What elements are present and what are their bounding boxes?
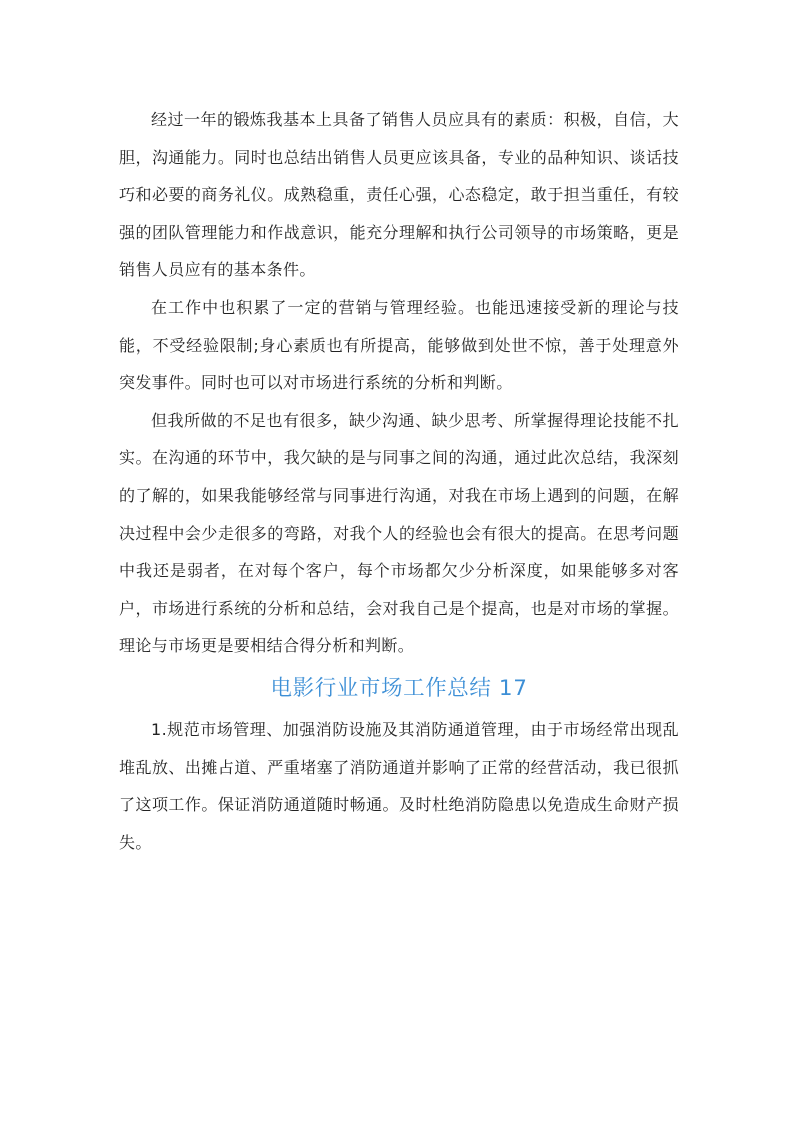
document-page: [119, 101, 679, 861]
section-heading: 电影行业市场工作总结 17: [270, 675, 528, 701]
paragraph-qualities: 经过一年的锻炼我基本上具备了销售人员应具有的素质：积极，自信，大胆，沟通能力。同时也总结出销售人员更应该具备，专业的品种知识、谈话技巧和必要的商务礼仪。成熟稳重，责任心强，心态稳定，敢于担当重任，有较强的团队管理能力和作战意识，能充分理解和执行公司领导的市场策略，更是销售人员应有的基本条件。: [119, 110, 679, 280]
paragraph-shortcomings: 但我所做的不足也有很多，缺少沟通、缺少思考、所掌握得理论技能不扎实。在沟通的环节中，我欠缺的是与同事之间的沟通，通过此次总结，我深刻的了解的，如果我能够经常与同事进行沟通，对我在市场上遇到的问题，在解决过程中会少走很多的弯路，对我个人的经验也会有很大的提高。在思考问题中我还是弱者，在对每个客户，每个市场都欠少分析深度，如果能够多对客户，市场进行系统的分析和总结，会对我自己是个提高，也是对市场的掌握。理论与市场更是要相结合得分析和判断。: [119, 410, 679, 656]
paragraph-market-management: 1.规范市场管理、加强消防设施及其消防通道管理，由于市场经常出现乱堆乱放、出摊占道、严重堵塞了消防通道并影响了正常的经营活动，我已很抓了这项工作。保证消防通道随时畅通。及时杜绝消防隐患以免造成生命财产损失。: [119, 719, 679, 852]
paragraph-experience: 在工作中也积累了一定的营销与管理经验。也能迅速接受新的理论与技能，不受经验限制;身心素质也有所提高，能够做到处世不惊，善于处理意外突发事件。同时也可以对市场进行系统的分析和判断。: [119, 297, 679, 393]
